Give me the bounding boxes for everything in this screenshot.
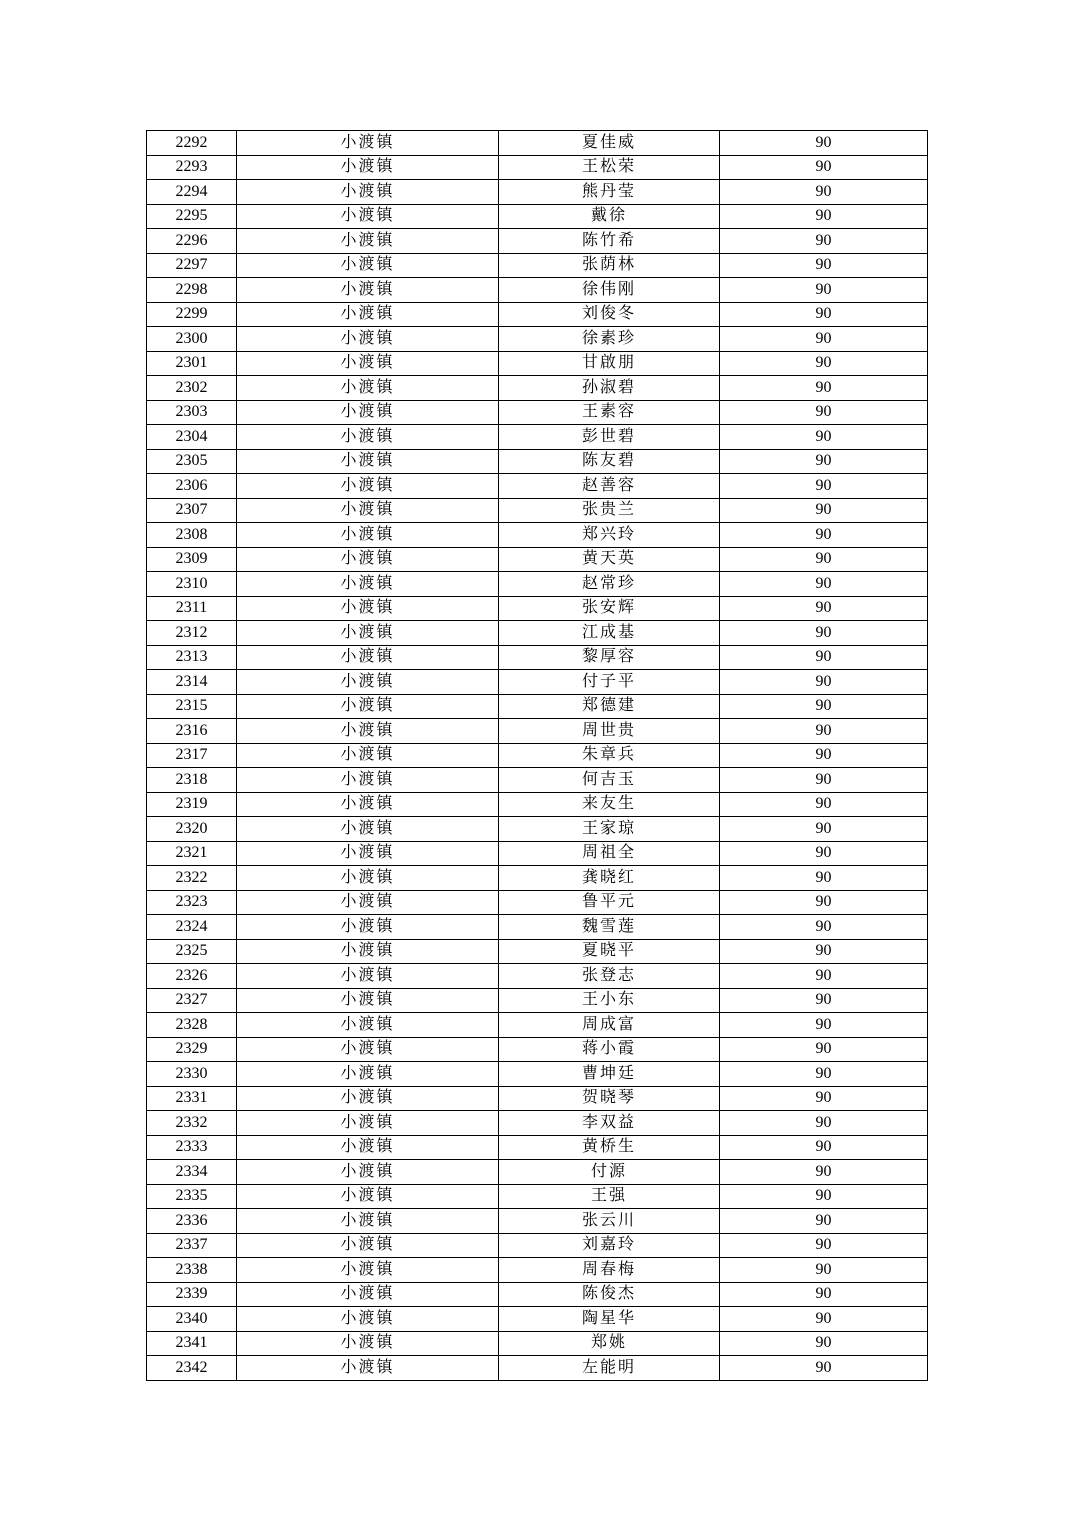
- person-name-cell: 张登志: [499, 964, 720, 989]
- person-name-cell: 刘嘉玲: [499, 1233, 720, 1258]
- score-cell: 90: [720, 253, 928, 278]
- table-row: [147, 792, 928, 817]
- person-name-cell: 鲁平元: [499, 890, 720, 915]
- row-number-cell: 2296: [147, 229, 237, 254]
- person-name-cell: 何吉玉: [499, 768, 720, 793]
- town-cell: 小渡镇: [237, 1307, 499, 1332]
- row-number-cell: 2338: [147, 1258, 237, 1283]
- town-cell: 小渡镇: [237, 1356, 499, 1381]
- town-cell: 小渡镇: [237, 694, 499, 719]
- person-name-cell: 来友生: [499, 792, 720, 817]
- town-cell: 小渡镇: [237, 645, 499, 670]
- town-cell: 小渡镇: [237, 131, 499, 156]
- score-cell: 90: [720, 915, 928, 940]
- row-number-cell: 2295: [147, 204, 237, 229]
- person-name-cell: 郑姚: [499, 1331, 720, 1356]
- row-number-cell: 2314: [147, 670, 237, 695]
- town-cell: 小渡镇: [237, 1209, 499, 1234]
- row-number-cell: 2302: [147, 376, 237, 401]
- table-row: [147, 694, 928, 719]
- score-cell: 90: [720, 376, 928, 401]
- row-number-cell: 2335: [147, 1184, 237, 1209]
- table-row: [147, 890, 928, 915]
- row-number-cell: 2309: [147, 547, 237, 572]
- row-number-cell: 2329: [147, 1037, 237, 1062]
- table-row: [147, 449, 928, 474]
- person-name-cell: 王家琼: [499, 817, 720, 842]
- table-row: [147, 425, 928, 450]
- score-cell: 90: [720, 1184, 928, 1209]
- row-number-cell: 2339: [147, 1282, 237, 1307]
- score-cell: 90: [720, 302, 928, 327]
- town-cell: 小渡镇: [237, 351, 499, 376]
- town-cell: 小渡镇: [237, 1233, 499, 1258]
- table-row: [147, 866, 928, 891]
- person-name-cell: 左能明: [499, 1356, 720, 1381]
- table-row: [147, 1209, 928, 1234]
- town-cell: 小渡镇: [237, 1258, 499, 1283]
- person-name-cell: 彭世碧: [499, 425, 720, 450]
- score-cell: 90: [720, 180, 928, 205]
- table-row: [147, 1307, 928, 1332]
- score-cell: 90: [720, 1356, 928, 1381]
- town-cell: 小渡镇: [237, 964, 499, 989]
- town-cell: 小渡镇: [237, 1331, 499, 1356]
- row-number-cell: 2340: [147, 1307, 237, 1332]
- town-cell: 小渡镇: [237, 841, 499, 866]
- person-name-cell: 甘啟朋: [499, 351, 720, 376]
- row-number-cell: 2342: [147, 1356, 237, 1381]
- table-row: [147, 1233, 928, 1258]
- person-name-cell: 朱章兵: [499, 743, 720, 768]
- town-cell: 小渡镇: [237, 1160, 499, 1185]
- row-number-cell: 2321: [147, 841, 237, 866]
- score-cell: 90: [720, 621, 928, 646]
- person-name-cell: 周祖全: [499, 841, 720, 866]
- score-cell: 90: [720, 964, 928, 989]
- row-number-cell: 2316: [147, 719, 237, 744]
- row-number-cell: 2294: [147, 180, 237, 205]
- person-name-cell: 陈俊杰: [499, 1282, 720, 1307]
- table-row: [147, 988, 928, 1013]
- row-number-cell: 2332: [147, 1111, 237, 1136]
- score-cell: 90: [720, 1037, 928, 1062]
- town-cell: 小渡镇: [237, 253, 499, 278]
- person-name-cell: 贺晓琴: [499, 1086, 720, 1111]
- score-cell: 90: [720, 890, 928, 915]
- person-name-cell: 蒋小霞: [499, 1037, 720, 1062]
- score-cell: 90: [720, 866, 928, 891]
- score-cell: 90: [720, 1160, 928, 1185]
- table-row: [147, 155, 928, 180]
- town-cell: 小渡镇: [237, 596, 499, 621]
- person-name-cell: 陈竹希: [499, 229, 720, 254]
- row-number-cell: 2313: [147, 645, 237, 670]
- score-cell: 90: [720, 572, 928, 597]
- table-row: [147, 204, 928, 229]
- town-cell: 小渡镇: [237, 498, 499, 523]
- table-row: [147, 1062, 928, 1087]
- row-number-cell: 2306: [147, 474, 237, 499]
- person-name-cell: 张荫林: [499, 253, 720, 278]
- score-cell: 90: [720, 327, 928, 352]
- table-row: [147, 376, 928, 401]
- table-row: [147, 253, 928, 278]
- town-cell: 小渡镇: [237, 1135, 499, 1160]
- score-cell: 90: [720, 498, 928, 523]
- town-cell: 小渡镇: [237, 547, 499, 572]
- table-row: [147, 670, 928, 695]
- table-row: [147, 817, 928, 842]
- score-cell: 90: [720, 939, 928, 964]
- score-cell: 90: [720, 1062, 928, 1087]
- table-row: [147, 1013, 928, 1038]
- table-row: [147, 964, 928, 989]
- table-row: [147, 1356, 928, 1381]
- table-row: [147, 278, 928, 303]
- person-name-cell: 张云川: [499, 1209, 720, 1234]
- town-cell: 小渡镇: [237, 792, 499, 817]
- score-cell: 90: [720, 229, 928, 254]
- town-cell: 小渡镇: [237, 155, 499, 180]
- row-number-cell: 2318: [147, 768, 237, 793]
- score-cell: 90: [720, 1258, 928, 1283]
- person-name-cell: 徐素珍: [499, 327, 720, 352]
- score-cell: 90: [720, 719, 928, 744]
- person-name-cell: 孙淑碧: [499, 376, 720, 401]
- roster-table-body: [147, 131, 928, 1381]
- table-row: [147, 351, 928, 376]
- table-row: [147, 302, 928, 327]
- person-name-cell: 付源: [499, 1160, 720, 1185]
- row-number-cell: 2297: [147, 253, 237, 278]
- town-cell: 小渡镇: [237, 523, 499, 548]
- person-name-cell: 熊丹莹: [499, 180, 720, 205]
- row-number-cell: 2320: [147, 817, 237, 842]
- table-row: [147, 596, 928, 621]
- table-row: [147, 180, 928, 205]
- person-name-cell: 夏晓平: [499, 939, 720, 964]
- row-number-cell: 2325: [147, 939, 237, 964]
- score-cell: 90: [720, 645, 928, 670]
- row-number-cell: 2299: [147, 302, 237, 327]
- roster-table: [146, 130, 928, 1381]
- table-row: [147, 645, 928, 670]
- row-number-cell: 2305: [147, 449, 237, 474]
- row-number-cell: 2310: [147, 572, 237, 597]
- town-cell: 小渡镇: [237, 621, 499, 646]
- score-cell: 90: [720, 351, 928, 376]
- town-cell: 小渡镇: [237, 278, 499, 303]
- score-cell: 90: [720, 1331, 928, 1356]
- town-cell: 小渡镇: [237, 817, 499, 842]
- table-row: [147, 400, 928, 425]
- score-cell: 90: [720, 694, 928, 719]
- town-cell: 小渡镇: [237, 1111, 499, 1136]
- person-name-cell: 张贵兰: [499, 498, 720, 523]
- town-cell: 小渡镇: [237, 376, 499, 401]
- table-row: [147, 1086, 928, 1111]
- town-cell: 小渡镇: [237, 1037, 499, 1062]
- score-cell: 90: [720, 1209, 928, 1234]
- score-cell: 90: [720, 425, 928, 450]
- table-row: [147, 229, 928, 254]
- person-name-cell: 王强: [499, 1184, 720, 1209]
- score-cell: 90: [720, 792, 928, 817]
- score-cell: 90: [720, 1013, 928, 1038]
- town-cell: 小渡镇: [237, 743, 499, 768]
- person-name-cell: 刘俊冬: [499, 302, 720, 327]
- table-row: [147, 572, 928, 597]
- row-number-cell: 2311: [147, 596, 237, 621]
- row-number-cell: 2304: [147, 425, 237, 450]
- table-row: [147, 768, 928, 793]
- table-row: [147, 743, 928, 768]
- person-name-cell: 徐伟刚: [499, 278, 720, 303]
- row-number-cell: 2324: [147, 915, 237, 940]
- person-name-cell: 曹坤廷: [499, 1062, 720, 1087]
- town-cell: 小渡镇: [237, 768, 499, 793]
- person-name-cell: 黄桥生: [499, 1135, 720, 1160]
- row-number-cell: 2333: [147, 1135, 237, 1160]
- town-cell: 小渡镇: [237, 572, 499, 597]
- town-cell: 小渡镇: [237, 988, 499, 1013]
- row-number-cell: 2337: [147, 1233, 237, 1258]
- score-cell: 90: [720, 768, 928, 793]
- town-cell: 小渡镇: [237, 1086, 499, 1111]
- score-cell: 90: [720, 523, 928, 548]
- table-row: [147, 523, 928, 548]
- person-name-cell: 夏佳威: [499, 131, 720, 156]
- score-cell: 90: [720, 596, 928, 621]
- row-number-cell: 2328: [147, 1013, 237, 1038]
- town-cell: 小渡镇: [237, 890, 499, 915]
- score-cell: 90: [720, 841, 928, 866]
- score-cell: 90: [720, 131, 928, 156]
- town-cell: 小渡镇: [237, 302, 499, 327]
- town-cell: 小渡镇: [237, 425, 499, 450]
- person-name-cell: 周世贵: [499, 719, 720, 744]
- person-name-cell: 赵常珍: [499, 572, 720, 597]
- town-cell: 小渡镇: [237, 939, 499, 964]
- town-cell: 小渡镇: [237, 474, 499, 499]
- table-row: [147, 841, 928, 866]
- table-row: [147, 1331, 928, 1356]
- person-name-cell: 黄天英: [499, 547, 720, 572]
- score-cell: 90: [720, 988, 928, 1013]
- score-cell: 90: [720, 817, 928, 842]
- table-row: [147, 915, 928, 940]
- person-name-cell: 陈友碧: [499, 449, 720, 474]
- row-number-cell: 2336: [147, 1209, 237, 1234]
- table-row: [147, 131, 928, 156]
- town-cell: 小渡镇: [237, 180, 499, 205]
- row-number-cell: 2323: [147, 890, 237, 915]
- row-number-cell: 2317: [147, 743, 237, 768]
- score-cell: 90: [720, 1307, 928, 1332]
- table-row: [147, 939, 928, 964]
- town-cell: 小渡镇: [237, 400, 499, 425]
- score-cell: 90: [720, 1111, 928, 1136]
- person-name-cell: 周春梅: [499, 1258, 720, 1283]
- town-cell: 小渡镇: [237, 1062, 499, 1087]
- score-cell: 90: [720, 155, 928, 180]
- row-number-cell: 2322: [147, 866, 237, 891]
- town-cell: 小渡镇: [237, 866, 499, 891]
- table-row: [147, 498, 928, 523]
- score-cell: 90: [720, 204, 928, 229]
- row-number-cell: 2301: [147, 351, 237, 376]
- person-name-cell: 江成基: [499, 621, 720, 646]
- person-name-cell: 黎厚容: [499, 645, 720, 670]
- person-name-cell: 陶星华: [499, 1307, 720, 1332]
- row-number-cell: 2312: [147, 621, 237, 646]
- row-number-cell: 2298: [147, 278, 237, 303]
- town-cell: 小渡镇: [237, 1013, 499, 1038]
- person-name-cell: 郑德建: [499, 694, 720, 719]
- town-cell: 小渡镇: [237, 327, 499, 352]
- person-name-cell: 周成富: [499, 1013, 720, 1038]
- row-number-cell: 2307: [147, 498, 237, 523]
- table-row: [147, 1184, 928, 1209]
- score-cell: 90: [720, 449, 928, 474]
- town-cell: 小渡镇: [237, 719, 499, 744]
- row-number-cell: 2292: [147, 131, 237, 156]
- table-row: [147, 1037, 928, 1062]
- table-row: [147, 1135, 928, 1160]
- row-number-cell: 2303: [147, 400, 237, 425]
- person-name-cell: 龚晓红: [499, 866, 720, 891]
- row-number-cell: 2331: [147, 1086, 237, 1111]
- person-name-cell: 付子平: [499, 670, 720, 695]
- person-name-cell: 赵善容: [499, 474, 720, 499]
- table-row: [147, 719, 928, 744]
- row-number-cell: 2326: [147, 964, 237, 989]
- town-cell: 小渡镇: [237, 449, 499, 474]
- row-number-cell: 2315: [147, 694, 237, 719]
- person-name-cell: 戴徐: [499, 204, 720, 229]
- row-number-cell: 2300: [147, 327, 237, 352]
- score-cell: 90: [720, 670, 928, 695]
- score-cell: 90: [720, 400, 928, 425]
- person-name-cell: 郑兴玲: [499, 523, 720, 548]
- person-name-cell: 魏雪莲: [499, 915, 720, 940]
- person-name-cell: 王松荣: [499, 155, 720, 180]
- table-row: [147, 621, 928, 646]
- town-cell: 小渡镇: [237, 1282, 499, 1307]
- table-row: [147, 1282, 928, 1307]
- person-name-cell: 张安辉: [499, 596, 720, 621]
- score-cell: 90: [720, 547, 928, 572]
- person-name-cell: 王小东: [499, 988, 720, 1013]
- score-cell: 90: [720, 743, 928, 768]
- row-number-cell: 2330: [147, 1062, 237, 1087]
- score-cell: 90: [720, 1086, 928, 1111]
- table-row: [147, 1258, 928, 1283]
- town-cell: 小渡镇: [237, 1184, 499, 1209]
- score-cell: 90: [720, 1282, 928, 1307]
- row-number-cell: 2319: [147, 792, 237, 817]
- table-row: [147, 1160, 928, 1185]
- row-number-cell: 2308: [147, 523, 237, 548]
- row-number-cell: 2334: [147, 1160, 237, 1185]
- table-row: [147, 547, 928, 572]
- row-number-cell: 2293: [147, 155, 237, 180]
- person-name-cell: 李双益: [499, 1111, 720, 1136]
- town-cell: 小渡镇: [237, 229, 499, 254]
- score-cell: 90: [720, 1233, 928, 1258]
- score-cell: 90: [720, 278, 928, 303]
- table-row: [147, 474, 928, 499]
- town-cell: 小渡镇: [237, 204, 499, 229]
- table-row: [147, 327, 928, 352]
- table-row: [147, 1111, 928, 1136]
- score-cell: 90: [720, 474, 928, 499]
- row-number-cell: 2327: [147, 988, 237, 1013]
- town-cell: 小渡镇: [237, 915, 499, 940]
- person-name-cell: 王素容: [499, 400, 720, 425]
- town-cell: 小渡镇: [237, 670, 499, 695]
- row-number-cell: 2341: [147, 1331, 237, 1356]
- score-cell: 90: [720, 1135, 928, 1160]
